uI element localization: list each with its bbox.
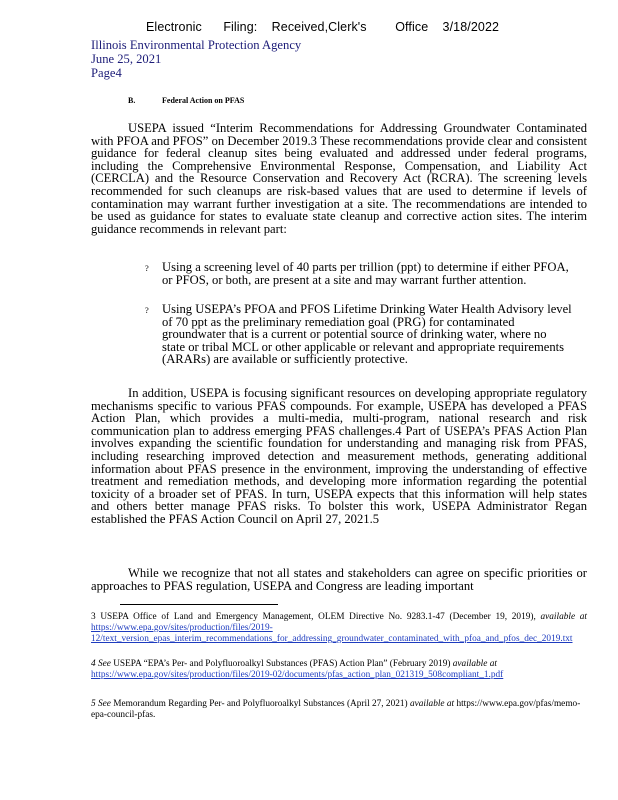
letter-recipient: Illinois Environmental Protection Agency (91, 38, 302, 52)
footnote-divider (120, 604, 278, 605)
paragraph-text: In addition, USEPA is focusing significant resources on developing appropriate regulatory mechanisms specific to various PFAS compounds. For example, USEPA has developed a PFAS Action Plan, which provides a multi-media, multi-program, national research and risk communication plan to address emerging PFAS challenges.4 Part of USEPA’s PFAS Action Plan involves expanding the scientific foundation for understanding and managing risk from PFAS, including researching improved detection and measurement methods, generating additional information about PFAS presence in the environment, improving the understanding of effective treatment and remediation methods, and developing more information regarding the potential toxicity of a broader set of PFAS. In turn, USEPA expects that this information will help states and others better manage PFAS risks. To bolster this work, USEPA Administrator Regan established the PFAS Action Council on April 27, 2021.5 (91, 386, 587, 526)
paragraph-pfas-action-plan (91, 387, 587, 526)
section-number: B. (128, 96, 136, 105)
paragraph-text: While we recognize that not all states and stakeholders can agree on specific priorities or approaches to PFAS regulation, USEPA and Congress are leading important (91, 566, 587, 593)
bullet-marker: ? (145, 305, 149, 315)
footnote-5-link[interactable]: https://www.epa.gov/pfas/memo-epa-council-pfas. (91, 699, 581, 720)
footnote-4: 4 See USEPA “EPA’s Per- and Polyfluoroalkyl Substances (PFAS) Action Plan” (February 2019) available at https://www.epa.gov/sites/production/files/2019-02/documents/pfas_action_plan_021319_508compliant_1.pdf (91, 659, 504, 680)
footnote-4-link[interactable]: https://www.epa.gov/sites/production/files/2019-02/documents/pfas_action_plan_021319_508compliant_1.pdf (91, 670, 504, 680)
footnote-3: 3 USEPA Office of Land and Emergency Management, OLEM Directive No. 9283.1-47 (December 19, 2019), available at https://www.epa.gov/sites/production/files/2019-12/text_version_epas_interim_recommendations_for_addressing_groundwater_contaminated_with_pfoa_and_pfos_dec_2019.txt (91, 612, 588, 644)
page-number: Page4 (91, 66, 122, 80)
bullet-marker: ? (145, 263, 149, 273)
paragraph-priorities (91, 567, 587, 592)
section-title: Federal Action on PFAS (162, 96, 245, 105)
filing-stamp: Electronic Filing: Received,Clerk's Office 3/18/2022 (146, 20, 500, 34)
footnote-3-link[interactable]: https://www.epa.gov/sites/production/files/2019-12/text_version_epas_interim_recommendations_for_addressing_groundwater_contaminated_with_pfoa_and_pfos_dec_2019.txt (91, 623, 573, 644)
paragraph-interim-recommendations (91, 122, 587, 235)
paragraph-text: USEPA issued “Interim Recommendations for Addressing Groundwater Contaminated with PFOA and PFOS” on December 2019.3 These recommendations provide clear and consistent guidance for federal cleanup sites being evaluated and addressed under federal programs, including the Comprehensive Environmental Response, Compensation, and Liability Act (CERCLA) and the Resource Conservation and Recovery Act (RCRA). The screening levels recommended for such cleanups are risk-based values that are used to determine if levels of contamination may warrant further investigation at a site. The recommendations are intended to be used as guidance for states to evaluate state cleanup and corrective action sites. The interim guidance recommends in relevant part: (91, 121, 587, 236)
footnote-5: 5 See Memorandum Regarding Per- and Polyfluoroalkyl Substances (April 27, 2021) available at https://www.epa.gov/pfas/memo-epa-council-pfas. (91, 699, 581, 720)
letter-date: June 25, 2021 (91, 52, 162, 66)
bullet-item: Using a screening level of 40 parts per trillion (ppt) to determine if either PFOA, or PFOS, or both, are present at a site and may warrant further attention. (162, 260, 569, 287)
bullet-item: Using USEPA’s PFOA and PFOS Lifetime Drinking Water Health Advisory level of 70 ppt as the preliminary remediation goal (PRG) for contaminated groundwater that is a current or potential source of drinking water, where no state or tribal MCL or other applicable or relevant and appropriate requirements (ARARs) are available or sufficiently protective. (162, 302, 572, 367)
